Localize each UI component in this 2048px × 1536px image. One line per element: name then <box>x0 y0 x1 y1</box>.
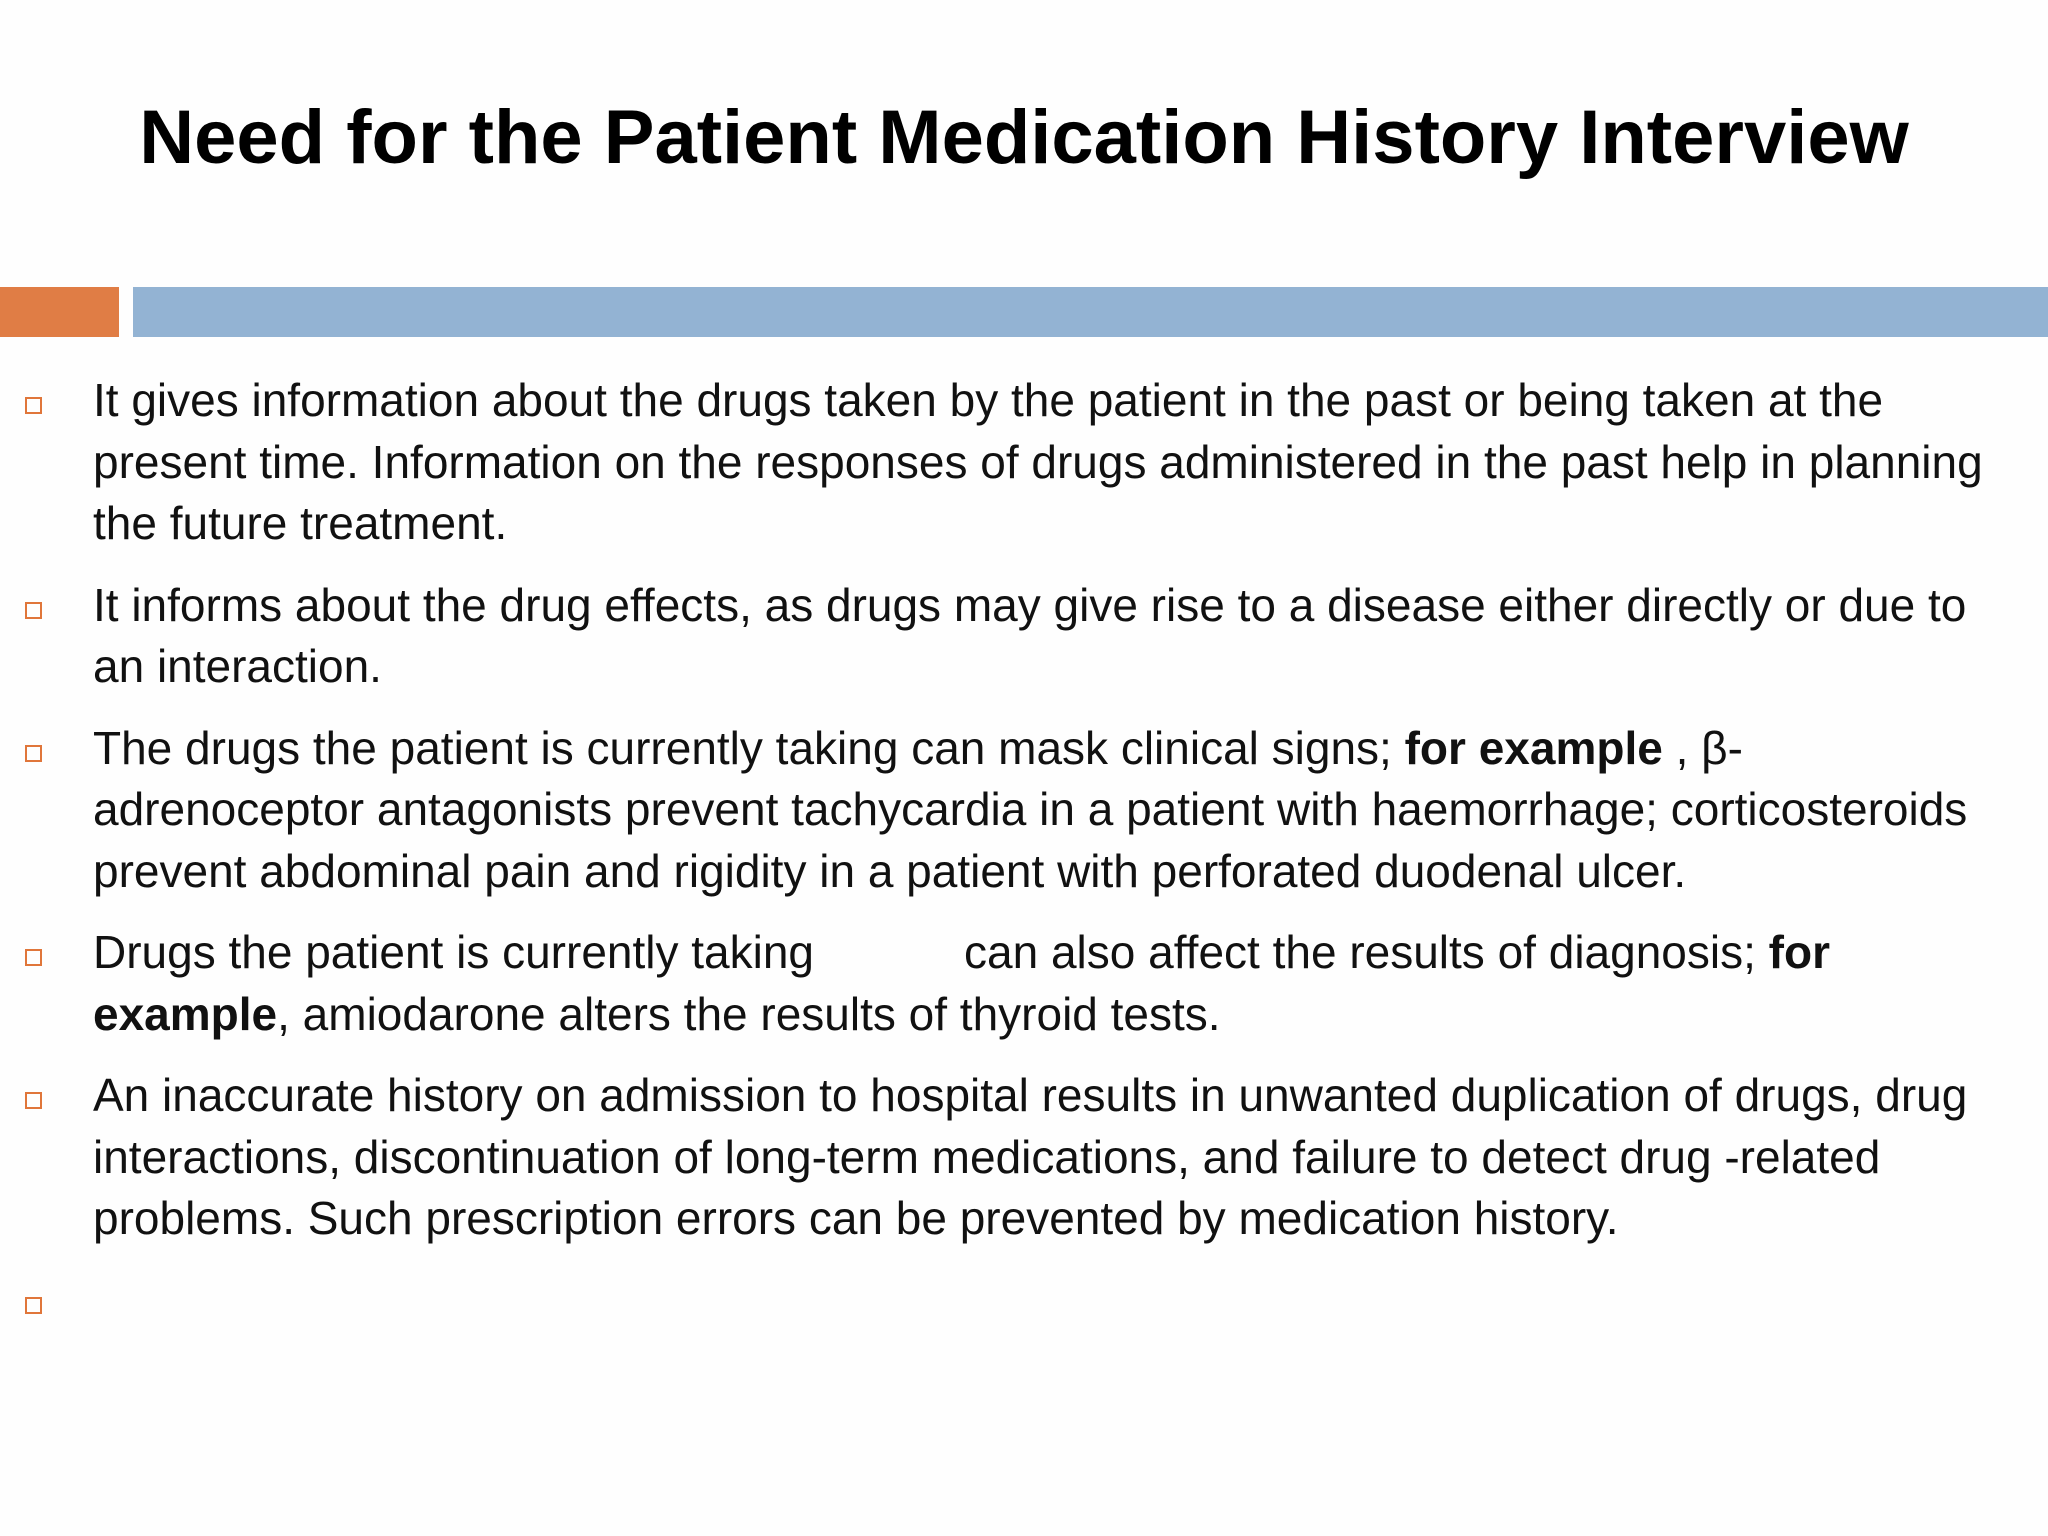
bullet-text: It gives information about the drugs taken by the patient in the past or being taken at the present time. Information on the responses of drugs administered in the past help in planning the future treatment. <box>93 374 1983 549</box>
bullet-text: The drugs the patient is currently taking can mask clinical signs; <box>93 721 1405 774</box>
bullet-item <box>0 922 2048 1045</box>
bullet-bold-text: for example <box>93 926 1830 1040</box>
square-bullet-icon <box>25 397 42 414</box>
square-bullet-icon <box>25 745 42 762</box>
bullet-list <box>0 370 2048 1351</box>
bullet-text: , amiodarone alters the results of thyroid tests. <box>277 987 1221 1040</box>
bullet-item <box>0 718 2048 903</box>
bullet-item-empty <box>0 1270 2048 1331</box>
bullet-text: It informs about the drug effects, as drugs may give rise to a disease either directly or due to an interaction. <box>93 578 1967 692</box>
bullet-item <box>0 575 2048 698</box>
bullet-text: can also affect the results of diagnosis; <box>964 926 1769 978</box>
square-bullet-icon <box>25 949 42 966</box>
bullet-text: An inaccurate history on admission to hospital results in unwanted duplication of drugs, drug interactions, discontinuation of long-term medications, and failure to detect drug -related problems. Such prescription errors can be prevented by medication history. <box>93 1069 1968 1244</box>
square-bullet-icon <box>25 1297 42 1314</box>
title-divider-bar <box>133 287 2048 337</box>
slide-title: Need for the Patient Medication History Interview <box>139 95 1909 180</box>
bullet-item <box>0 370 2048 555</box>
bullet-item <box>0 1065 2048 1250</box>
bullet-bold-text: for example <box>1404 721 1663 774</box>
bullet-text: , β-adrenoceptor antagonists prevent tachycardia in a patient with haemorrhage; corticosteroids prevent abdominal pain and rigidity in a patient with perforated duodenal ulcer. <box>93 721 1968 897</box>
square-bullet-icon <box>25 1092 42 1109</box>
accent-bar <box>0 287 119 337</box>
square-bullet-icon <box>25 602 42 619</box>
bullet-text: Drugs the patient is currently taking <box>93 926 815 978</box>
